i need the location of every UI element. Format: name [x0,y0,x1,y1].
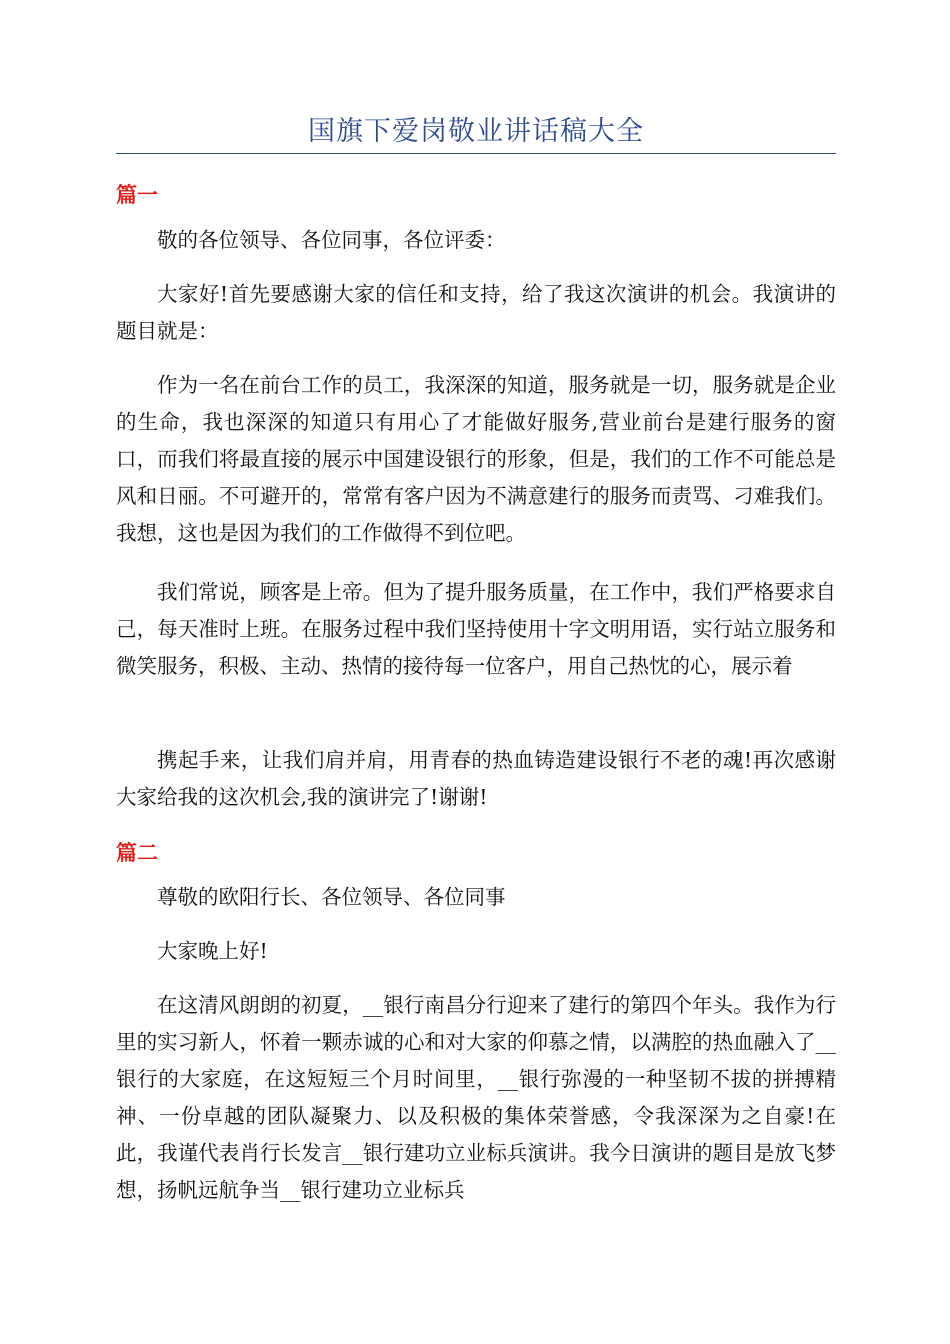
paragraph: 我们常说，顾客是上帝。但为了提升服务质量，在工作中，我们严格要求自己，每天准时上班。在服务过程中我们坚持使用十字文明用语，实行站立服务和微笑服务，积极、主动、热情的接待每一位客户，用自己热忱的心，展示着 [116,580,836,678]
paragraph: 在这清风朗朗的初夏，__银行南昌分行迎来了建行的第四个年头。我作为行里的实习新人，怀着一颗赤诚的心和对大家的仰慕之情，以满腔的热血融入了__银行的大家庭，在这短短三个月时间里，__银行弥漫的一种坚韧不拔的拼搏精神、一份卓越的团队凝聚力、以及积极的集体荣誉感，令我深深为之自豪!在此，我谨代表肖行长发言__银行建功立业标兵演讲。我今日演讲的题目是放飞梦想，扬帆远航争当__银行建功立业标兵 [116,993,836,1202]
section-heading-1: 篇一 [116,183,158,207]
paragraph: 携起手来，让我们肩并肩，用青春的热血铸造建设银行不老的魂!再次感谢大家给我的这次机会,我的演讲完了!谢谢! [116,748,836,809]
paragraph: 作为一名在前台工作的员工，我深深的知道，服务就是一切，服务就是企业的生命，我也深深的知道只有用心了才能做好服务,营业前台是建行服务的窗口，而我们将最直接的展示中国建设银行的形象，但是，我们的工作不可能总是风和日丽。不可避开的，常常有客户因为不满意建行的服务而责骂、刁难我们。我想，这也是因为我们的工作做得不到位吧。 [116,373,836,545]
paragraph: 敬的各位领导、各位同事，各位评委： [157,228,506,252]
paragraph: 尊敬的欧阳行长、各位领导、各位同事 [157,885,506,909]
title-underline [116,153,836,154]
paragraph: 大家晚上好! [157,939,268,963]
section-heading-2: 篇二 [116,841,158,865]
document-title: 国旗下爱岗敬业讲话稿大全 [308,116,644,147]
paragraph: 大家好!首先要感谢大家的信任和支持，给了我这次演讲的机会。我演讲的题目就是： [116,282,836,343]
